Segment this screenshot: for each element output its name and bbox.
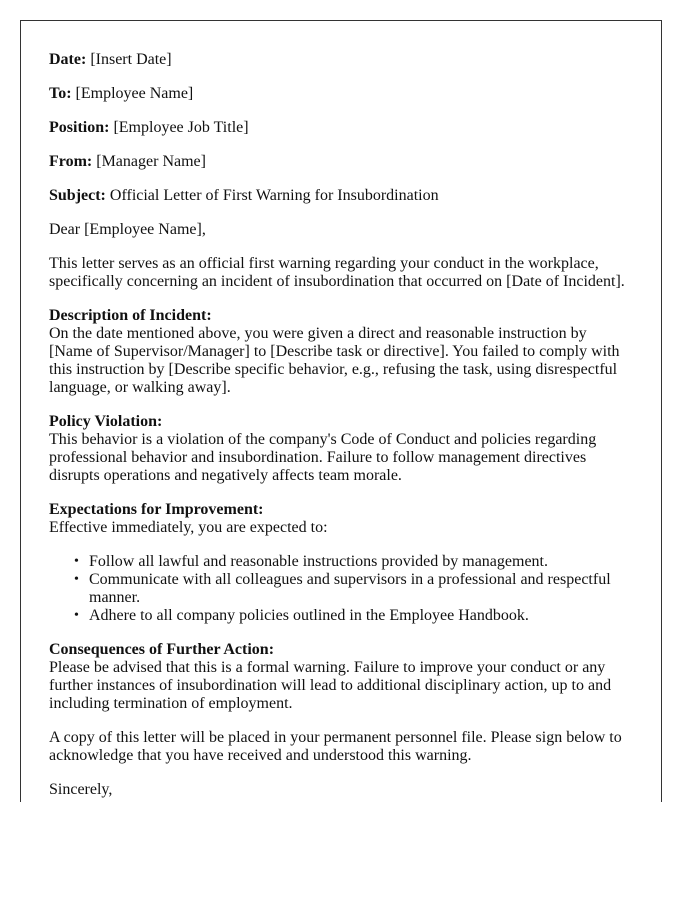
list-item xyxy=(74,553,633,571)
bullet-icon: • xyxy=(74,608,79,623)
list-item-text: Communicate with all colleagues and supervisors in a professional and respectful manner. xyxy=(89,571,611,606)
section-body: This behavior is a violation of the company's Code of Conduct and policies regarding professional behavior and insubordination. Failure to follow management directives disrupts operations and negatively affects team morale. xyxy=(49,431,597,484)
list-item-text: Adhere to all company policies outlined in the Employee Handbook. xyxy=(89,607,529,624)
position-value: [Employee Job Title] xyxy=(113,119,249,136)
section-title: Consequences of Further Action: xyxy=(49,641,275,658)
to-value: [Employee Name] xyxy=(75,85,194,102)
section-title: Description of Incident: xyxy=(49,307,212,324)
list-item xyxy=(74,571,633,607)
section-consequences xyxy=(49,641,633,713)
salutation: Dear [Employee Name], xyxy=(49,221,206,238)
section-body: Please be advised that this is a formal warning. Failure to improve your conduct or any further instances of insubordination will lead to additional disciplinary action, up to and including termination of employment. xyxy=(49,659,612,712)
bullet-icon: • xyxy=(74,554,79,569)
section-body: On the date mentioned above, you were given a direct and reasonable instruction by [Name of Supervisor/Manager] to [Describe task or directive]. You failed to comply with this instruction by [Describe specific behavior, e.g., refusing the task, using disrespectful language, or walking away]. xyxy=(49,325,620,396)
section-expectations xyxy=(49,501,633,537)
expectations-list xyxy=(49,553,633,625)
closing-note: A copy of this letter will be placed in your permanent personnel file. Please sign below to acknowledge that you have received and understood this warning. xyxy=(49,729,622,764)
section-policy-violation xyxy=(49,413,633,485)
section-title: Policy Violation: xyxy=(49,413,163,430)
date-value: [Insert Date] xyxy=(90,51,172,68)
list-item-text: Follow all lawful and reasonable instructions provided by management. xyxy=(89,553,548,570)
position-label: Position: xyxy=(49,119,110,136)
section-description-of-incident xyxy=(49,307,633,397)
signoff: Sincerely, xyxy=(49,781,113,798)
date-line xyxy=(49,51,633,69)
date-label: Date: xyxy=(49,51,87,68)
subject-line xyxy=(49,187,633,205)
intro-paragraph: This letter serves as an official first warning regarding your conduct in the workplace, specifically concerning an incident of insubordination that occurred on [Date of Incident]. xyxy=(49,255,625,290)
warning-letter xyxy=(20,20,662,802)
position-line xyxy=(49,119,633,137)
from-line xyxy=(49,153,633,171)
from-value: [Manager Name] xyxy=(96,153,206,170)
bullet-icon: • xyxy=(74,572,79,587)
section-title: Expectations for Improvement: xyxy=(49,501,264,518)
document-viewport[interactable] xyxy=(20,20,662,802)
to-label: To: xyxy=(49,85,72,102)
list-item xyxy=(74,607,633,625)
to-line xyxy=(49,85,633,103)
from-label: From: xyxy=(49,153,93,170)
subject-label: Subject: xyxy=(49,187,106,204)
section-body: Effective immediately, you are expected to: xyxy=(49,519,328,536)
subject-value: Official Letter of First Warning for Insubordination xyxy=(109,187,439,204)
